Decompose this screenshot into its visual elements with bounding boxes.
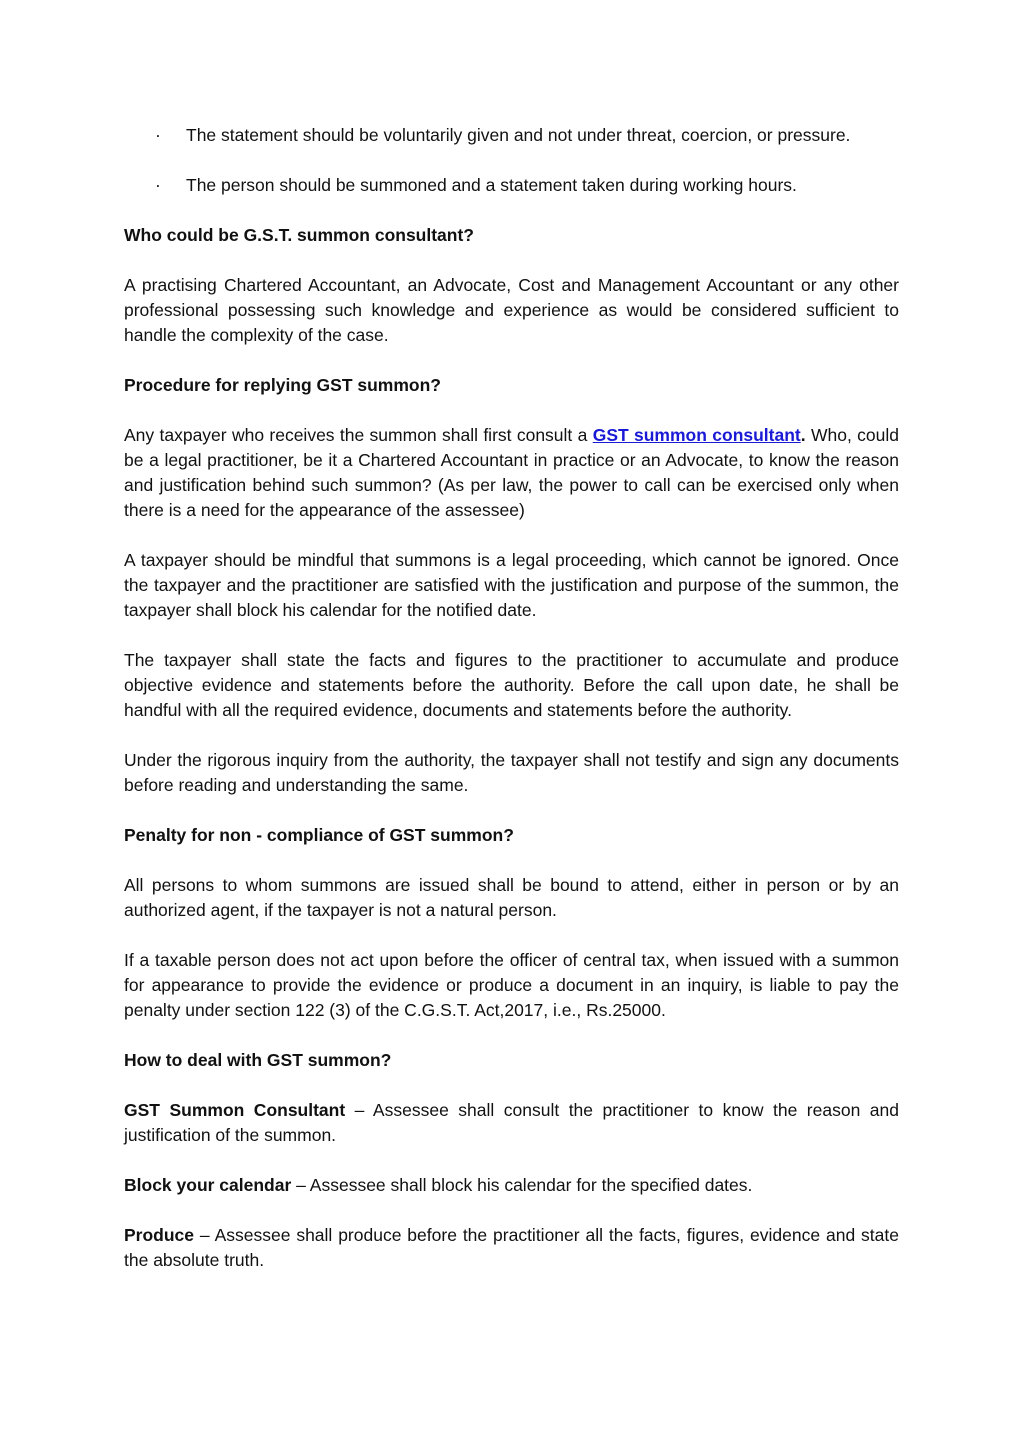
- step-text: – Assessee shall consult the practitioner to know the reason and justification of the summon.: [124, 1100, 899, 1145]
- step-term: GST Summon Consultant: [124, 1100, 346, 1120]
- bullet-item: [124, 173, 899, 198]
- section-heading: Procedure for replying GST summon?: [124, 375, 441, 395]
- step-text: – Assessee shall block his calendar for the specified dates.: [291, 1175, 753, 1195]
- paragraph: A taxpayer should be mindful that summons is a legal proceeding, which cannot be ignored. Once the taxpayer and the practitioner are satisfied with the justification and purpose of the summon, the taxpayer shall block his calendar for the notified date.: [124, 550, 899, 620]
- paragraph: All persons to whom summons are issued shall be bound to attend, either in person or by an authorized agent, if the taxpayer is not a natural person.: [124, 875, 899, 920]
- step-item: [124, 1173, 899, 1198]
- paragraph: If a taxable person does not act upon before the officer of central tax, when issued with a summon for appearance to provide the evidence or produce a document in an inquiry, is liable to pay the penalty under section 122 (3) of the C.G.S.T. Act,2017, i.e., Rs.25000.: [124, 950, 899, 1020]
- section-heading: Penalty for non - compliance of GST summon?: [124, 825, 514, 845]
- bullet-item: [124, 123, 899, 148]
- paragraph-text: Who, could be a legal practitioner, be it a Chartered Accountant in practice or an Advocate, to know the reason and justification behind such summon? (As per law, the power to call can be exercised only when there is a need for the appearance of the assessee): [124, 425, 899, 520]
- period: .: [800, 425, 806, 445]
- step-item: [124, 1098, 899, 1148]
- paragraph: A practising Chartered Accountant, an Advocate, Cost and Management Accountant or any other professional possessing such knowledge and experience as would be considered sufficient to handle the complexity of the case.: [124, 275, 899, 345]
- section-heading: How to deal with GST summon?: [124, 1050, 392, 1070]
- section-heading: Who could be G.S.T. summon consultant?: [124, 225, 474, 245]
- step-term: Block your calendar: [124, 1175, 292, 1195]
- bullet-marker: ·: [155, 125, 161, 145]
- step-term: Produce: [124, 1225, 195, 1245]
- gst-summon-consultant-link[interactable]: GST summon consultant: [592, 425, 801, 445]
- step-item: [124, 1223, 899, 1273]
- paragraph-text: Any taxpayer who receives the summon shall first consult a: [124, 425, 593, 445]
- paragraph: The taxpayer shall state the facts and figures to the practitioner to accumulate and produce objective evidence and statements before the authority. Before the call upon date, he shall be handful with all the required evidence, documents and statements before the authority.: [124, 650, 899, 720]
- bullet-marker: ·: [155, 175, 161, 195]
- bullet-text: The person should be summoned and a statement taken during working hours.: [186, 175, 797, 195]
- paragraph: [124, 423, 899, 523]
- step-text: – Assessee shall produce before the practitioner all the facts, figures, evidence and state the absolute truth.: [124, 1225, 899, 1270]
- bullet-text: The statement should be voluntarily given and not under threat, coercion, or pressure.: [186, 125, 851, 145]
- paragraph: Under the rigorous inquiry from the authority, the taxpayer shall not testify and sign any documents before reading and understanding the same.: [124, 750, 899, 795]
- document-page: [124, 123, 899, 1298]
